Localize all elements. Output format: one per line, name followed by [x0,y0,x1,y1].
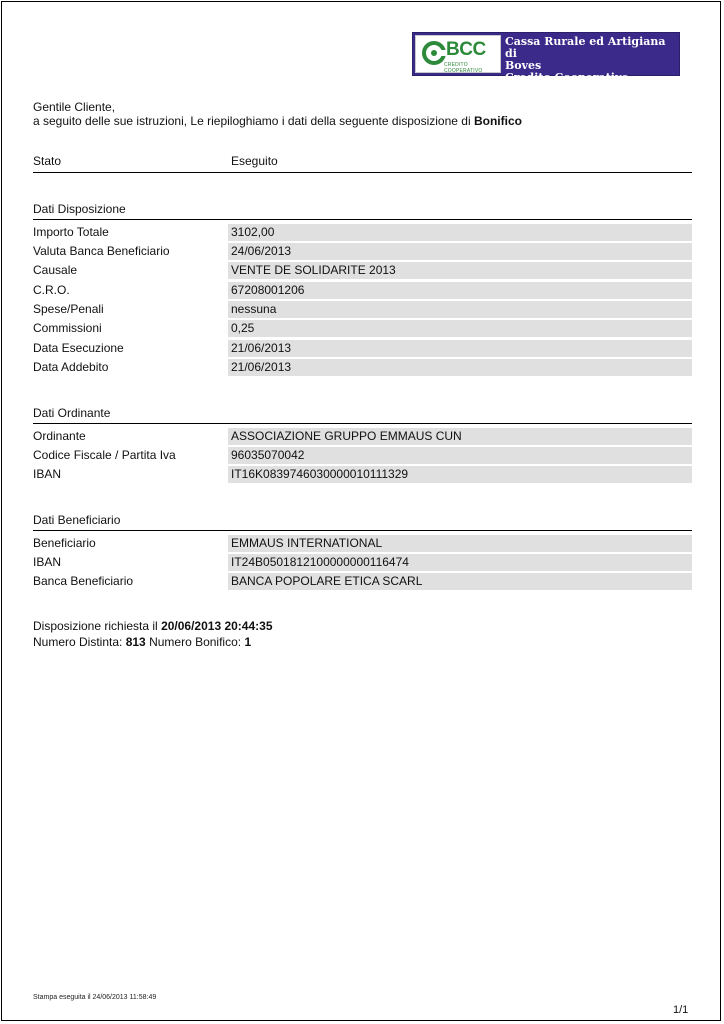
row-label: Commissioni [33,321,102,335]
row-value: 3102,00 [228,224,692,241]
bank-name-line-1: Cassa Rurale ed Artigiana di [505,35,666,60]
detail-row [33,428,692,445]
detail-row [33,320,692,337]
row-value: 96035070042 [228,447,692,464]
detail-row [33,535,692,552]
request-line [33,618,693,634]
row-label: Codice Fiscale / Partita Iva [33,448,176,462]
row-value: nessuna [228,301,692,318]
row-value: IT24B0501812100000000116474 [228,554,692,571]
row-label: Beneficiario [33,536,96,550]
section-divider-beneficiario [33,530,692,531]
row-value: EMMAUS INTERNATIONAL [228,535,692,552]
row-label: Data Addebito [33,360,109,374]
row-value: BANCA POPOLARE ETICA SCARL [228,573,692,590]
intro-greeting: Gentile Cliente, [33,100,116,114]
detail-row [33,301,692,318]
detail-row [33,262,692,279]
section-divider-ordinante [33,423,692,424]
row-label: Banca Beneficiario [33,574,134,588]
section-divider-disposizione [33,219,692,220]
detail-row [33,359,692,376]
intro-text [33,100,693,128]
intro-operation: Bonifico [473,114,522,128]
request-prefix: Disposizione richiesta il [33,619,162,633]
row-value: VENTE DE SOLIDARITE 2013 [228,262,692,279]
bank-name-line-3: Credito Cooperativo [505,71,629,84]
bank-name [505,36,677,84]
row-label: Causale [33,263,78,277]
row-value: 67208001206 [228,282,692,299]
row-value: 21/06/2013 [228,340,692,357]
detail-row [33,573,692,590]
bcc-logo-block [415,35,501,73]
status-value: Eseguito [231,154,278,168]
row-value: 0,25 [228,320,692,337]
row-label: Spese/Penali [33,302,104,316]
row-label: Data Esecuzione [33,341,124,355]
row-label: IBAN [33,467,62,481]
row-label: C.R.O. [33,283,70,297]
intro-body: a seguito delle sue istruzioni, Le riepiloghiamo i dati della seguente disposizione di [33,114,474,128]
row-value: ASSOCIAZIONE GRUPPO EMMAUS CUN [228,428,692,445]
detail-row [33,466,692,483]
bcc-logo-text: BCC [446,39,486,60]
print-timestamp: Stampa eseguita il 24/06/2013 11:58:49 [33,994,157,1001]
bank-name-line-2: Boves [505,59,542,72]
bonifico-value: 1 [244,635,252,649]
row-label: Valuta Banca Beneficiario [33,244,170,258]
detail-row [33,340,692,357]
bcc-logo-tagline: CREDITO COOPERATIVO [444,62,483,74]
bank-logo [412,32,680,84]
status-label: Stato [33,154,62,168]
section-title-disposizione: Dati Disposizione [33,202,126,216]
distinta-value: 813 [125,635,146,649]
row-label: Ordinante [33,429,86,443]
status-divider [33,172,692,173]
section-title-ordinante: Dati Ordinante [33,406,111,420]
row-label: IBAN [33,555,62,569]
row-label: Importo Totale [33,225,109,239]
page-number: 1/1 [673,1004,689,1016]
request-datetime: 20/06/2013 20:44:35 [161,619,273,633]
bcc-mark-icon [422,41,446,65]
row-value: 21/06/2013 [228,359,692,376]
detail-row [33,243,692,260]
detail-row [33,447,692,464]
detail-row [33,282,692,299]
row-value: 24/06/2013 [228,243,692,260]
section-title-beneficiario: Dati Beneficiario [33,513,121,527]
detail-row [33,554,692,571]
numbers-line [33,634,693,650]
intro-sentence [33,114,693,128]
status-row [33,153,692,170]
distinta-label: Numero Distinta: [33,635,126,649]
disposition-info [33,618,693,650]
bonifico-label: Numero Bonifico: [145,635,245,649]
row-value: IT16K0839746030000010111329 [228,466,692,483]
detail-row [33,224,692,241]
